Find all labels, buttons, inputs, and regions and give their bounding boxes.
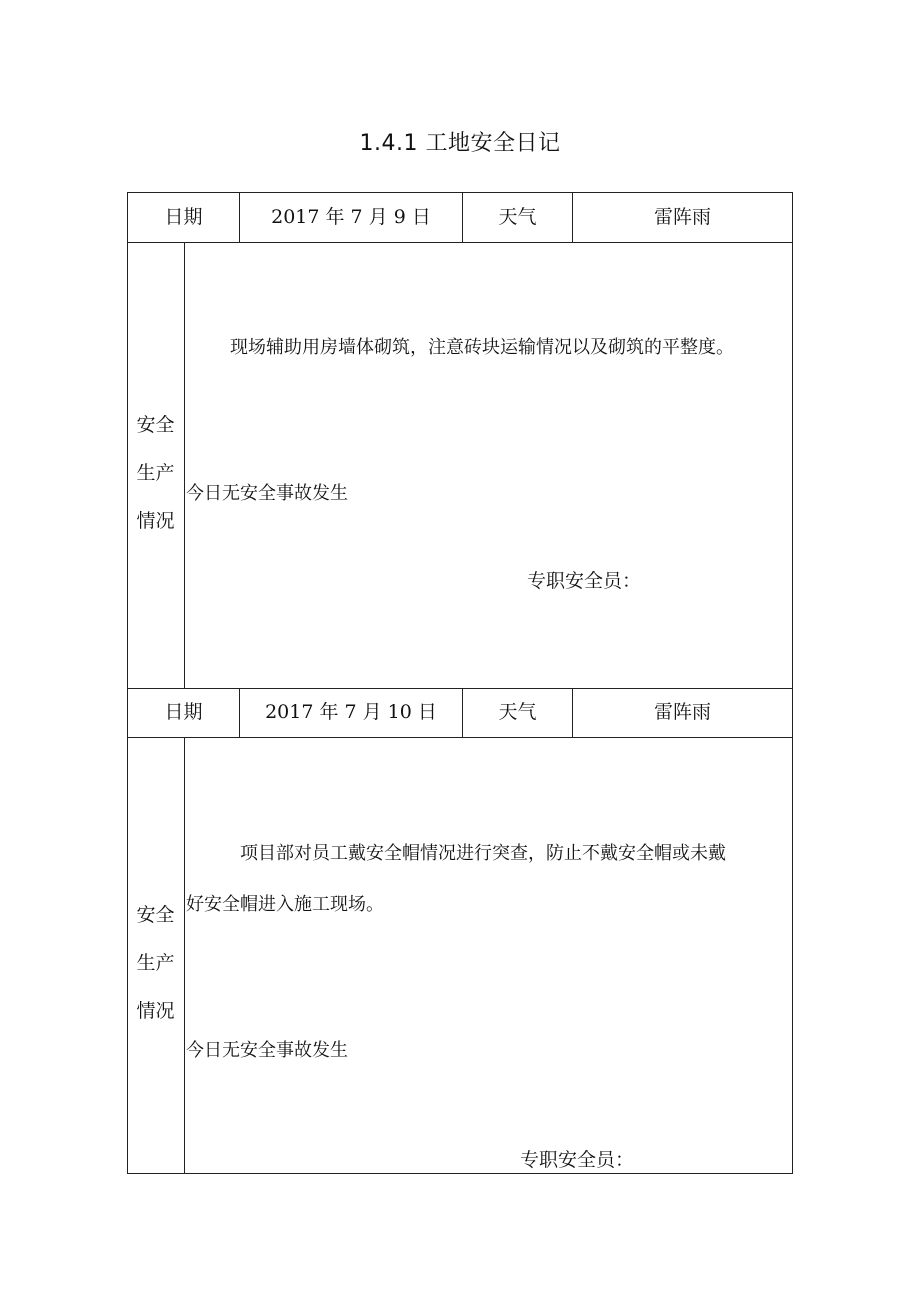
column-divider [184,737,185,1173]
row-divider [127,242,793,243]
section-label-line: 生产 [136,952,175,974]
section-label-line: 情况 [136,1000,175,1022]
section-label [127,401,184,545]
section-label-line: 生产 [136,462,175,484]
date-value: 2017 年 7 月 10 日 [265,701,437,723]
officer-signature-label: 专职安全员： [520,1149,635,1171]
section-label [127,891,184,1035]
page-title: 1.4.1 工地安全日记 [359,131,561,156]
column-divider [184,242,185,688]
weather-value: 雷阵雨 [653,206,711,228]
table-border-top [127,192,793,193]
officer-signature-label: 专职安全员： [527,570,642,592]
incident-text: 今日无安全事故发生 [186,483,348,504]
date-label: 日期 [164,701,203,723]
section-label-line: 情况 [136,510,175,532]
section-label-line: 安全 [136,904,175,926]
safety-content: 好安全帽进入施工现场。 [186,894,384,915]
weather-label: 天气 [498,206,537,228]
safety-content: 项目部对员工戴安全帽情况进行突查，防止不戴安全帽或未戴 [240,843,726,864]
table-border-right [792,192,793,1174]
section-label-line: 安全 [136,414,175,436]
safety-content: 现场辅助用房墙体砌筑，注意砖块运输情况以及砌筑的平整度。 [230,337,734,358]
weather-label: 天气 [498,701,537,723]
incident-text: 今日无安全事故发生 [186,1040,348,1061]
row-divider [127,688,793,689]
date-label: 日期 [164,206,203,228]
weather-value: 雷阵雨 [653,701,711,723]
table-border-bottom [127,1173,793,1174]
row-divider [127,737,793,738]
date-value: 2017 年 7 月 9 日 [271,206,431,228]
